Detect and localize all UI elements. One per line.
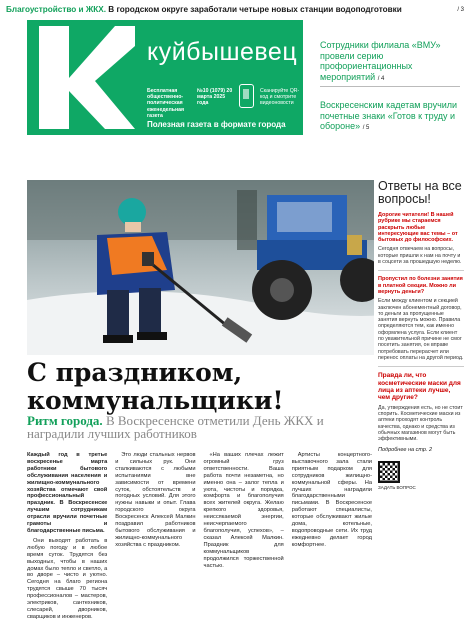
article-column: Каждый год в третье воскресенье марта работники бытового обслуживания населения и жилищно-коммунального хозяйства отмечают свой профессиональный праздник. В Воскресенске лучшим сотрудникам отрасли вручили почетные грамоты и благодарственные письма. Они выходят работать в любую погоду и в любое время суток. Трудятся без выходных, чтобы в наших домах было тепло и светло, а во дворе – чисто и уютно. Сегодня на благо региона трудятся свыше 70 тысяч профессионалов – мастеров, электриков, сантехников, слесарей, дворников, сварщиков и инженеров. <box>27 452 108 620</box>
top-teaser[interactable] <box>6 3 464 17</box>
brand-name: куйбышевец <box>147 38 298 66</box>
qr-code-icon[interactable] <box>378 461 400 483</box>
issue-info: №10 (1079) 20 марта 2025 года <box>197 88 233 107</box>
logo-k-icon <box>35 26 135 129</box>
teaser-item[interactable]: Сотрудники филиала «ВМУ» провели серию профориентационных мероприятий / 4 <box>320 40 441 82</box>
question: Пропустил по болезни занятия в платной секции. Можно ли вернуть деньги? <box>378 276 463 295</box>
top-teaser-page: / 3 <box>457 7 464 13</box>
article-column: Это люди стальных нервов и сильных рук. Они сталкиваются с любыми испытаниями вне зависимости от времени суток, обстоятельств и погодных условий. Для этого нужны навыки и опыт. Глава городского округа Воскресенск Алексей Малкин поздравил работников бытового обслуживания и жилищно-коммунального хозяйства с праздником. <box>115 452 196 548</box>
more-link[interactable]: Подробнее на стр. 2 <box>378 446 433 453</box>
top-teaser-highlight: Благоустройство и ЖКХ. <box>6 5 106 14</box>
article-column: «На ваших плечах лежит огромный груз ответственности. Ваша работа почти незаметна, но именно она – залог тепла и уюта, чистоты и порядка, комфорта и благополучия всех жителей округа. Желаю крепкого здоровья, неиссякаемой энергии, неисчерпаемого благополучия, успехов», – сказал Алексей Малкин. Праздник для коммунальщиков продолжился торжественной частью. <box>203 452 284 569</box>
answer: Если между клиентом и секцией заключен абонементный договор, то деньги за пропущенные занятия вернуть можно. Правила определяются тем, как именно оформлена услуга. Если клиент по уважительной причине не смог посетить занятия, он вправе потребовать перерасчет или перенос оплаты на другой период. <box>378 298 464 361</box>
qr-caption: ЗАДАТЬ ВОПРОС <box>378 484 416 490</box>
sidebar-qa <box>374 180 464 616</box>
top-teaser-text: В городском округе заработали четыре новых станции водоподготовки <box>108 5 402 14</box>
headline: С праздником, коммунальщики! <box>27 358 284 415</box>
tagline: Полезная газета в формате города <box>147 120 286 129</box>
answer: Да, утверждения есть, но не стоит спорить. Косметические маски из аптеки проходят контроль качества, однако и средства из обычных магазинов могут быть эффективными. <box>378 404 463 443</box>
masthead-info: Бесплатная общественно-политическая еженедельная газета <box>147 88 185 119</box>
subheadline-text: В Воскресенске отметили День ЖКХ и наградили лучших работников <box>27 413 324 441</box>
sidebar-intro: Дорогие читатели! В нашей рубрике мы стараемся раскрыть любые интересующие вас темы – от бытовых до философских. <box>378 212 458 244</box>
masthead <box>27 20 303 135</box>
phone-icon <box>239 84 254 108</box>
sidebar-title: Ответы на все вопросы! <box>378 179 462 206</box>
article-body <box>27 452 372 622</box>
question: Правда ли, что косметические маски для лица из аптеки лучше, чем другие? <box>378 372 461 402</box>
subheadline <box>27 414 372 440</box>
divider <box>378 366 464 367</box>
top-right-teasers <box>320 40 460 150</box>
divider <box>378 270 464 271</box>
qr-hint: Сканируйте QR-код и смотрите видеоновости <box>260 88 300 107</box>
sidebar-intro-text: Сегодня отвечаем на вопросы, которые пришли к нам на почту и в соцсети за прошедшую неделю. <box>378 246 462 266</box>
article-column: Артисты концертного-выставочного зала стали приятным подарком для сотрудников жилищно-коммунальной сферы. На лучших наградили благодарственными письмами. В Воскресенске работают специалисты, которые обслуживают жилые дома, котельные, водопроводные сети. Их труд ежедневно делает город комфортнее. <box>291 452 372 548</box>
kicker: Ритм города. <box>27 413 103 428</box>
teaser-item[interactable]: Воскресенским кадетам вручили почетные знаки «Готов к труду и обороне» / 5 <box>320 100 458 131</box>
divider <box>320 86 460 87</box>
